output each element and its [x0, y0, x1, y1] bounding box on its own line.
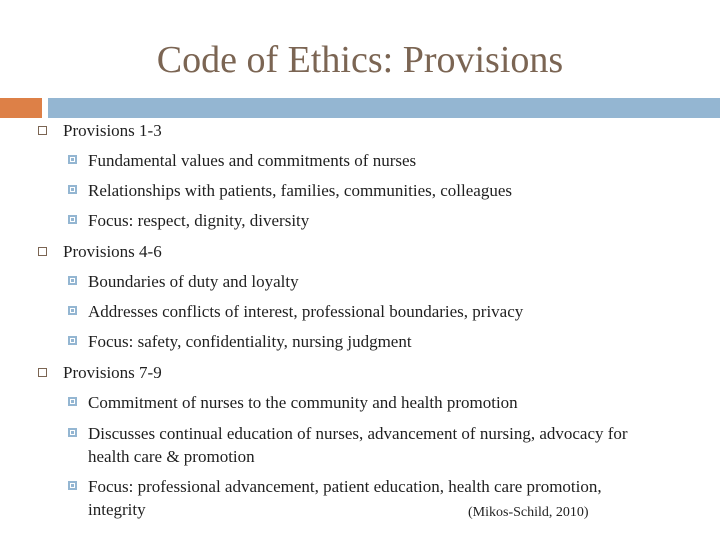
- square-bullet-icon: [68, 306, 77, 315]
- square-bullet-icon: [68, 215, 77, 224]
- section-heading-text: Provisions 4-6: [63, 242, 162, 261]
- hollow-square-bullet-icon: [38, 126, 47, 135]
- square-bullet-icon: [68, 185, 77, 194]
- list-item-text: Boundaries of duty and loyalty: [88, 272, 299, 291]
- list-item-text: Commitment of nurses to the community and health promotion: [88, 393, 518, 412]
- hollow-square-bullet-icon: [38, 368, 47, 377]
- section-heading-text: Provisions 7-9: [63, 363, 162, 382]
- square-bullet-icon: [68, 276, 77, 285]
- list-item-text: Relationships with patients, families, communities, colleagues: [88, 181, 512, 200]
- section-heading-text: Provisions 1-3: [63, 121, 162, 140]
- hollow-square-bullet-icon: [38, 247, 47, 256]
- list-item-text: Focus: professional advancement, patient education, health care promotion, integrity: [88, 477, 602, 519]
- slide-title: Code of Ethics: Provisions: [156, 39, 564, 81]
- list-item-text: Addresses conflicts of interest, professional boundaries, privacy: [88, 302, 524, 321]
- list-item-text: Focus: safety, confidentiality, nursing judgment: [88, 332, 412, 351]
- list-item-text: Discusses continual education of nurses, advancement of nursing, advocacy for health care & promotion: [88, 424, 628, 466]
- square-bullet-icon: [68, 155, 77, 164]
- square-bullet-icon: [68, 397, 77, 406]
- citation: (Mikos-Schild, 2010): [468, 505, 589, 520]
- square-bullet-icon: [68, 481, 77, 490]
- list-item-text: Fundamental values and commitments of nurses: [88, 151, 417, 170]
- list-item-text: Focus: respect, dignity, diversity: [88, 211, 310, 230]
- square-bullet-icon: [68, 428, 77, 437]
- square-bullet-icon: [68, 336, 77, 345]
